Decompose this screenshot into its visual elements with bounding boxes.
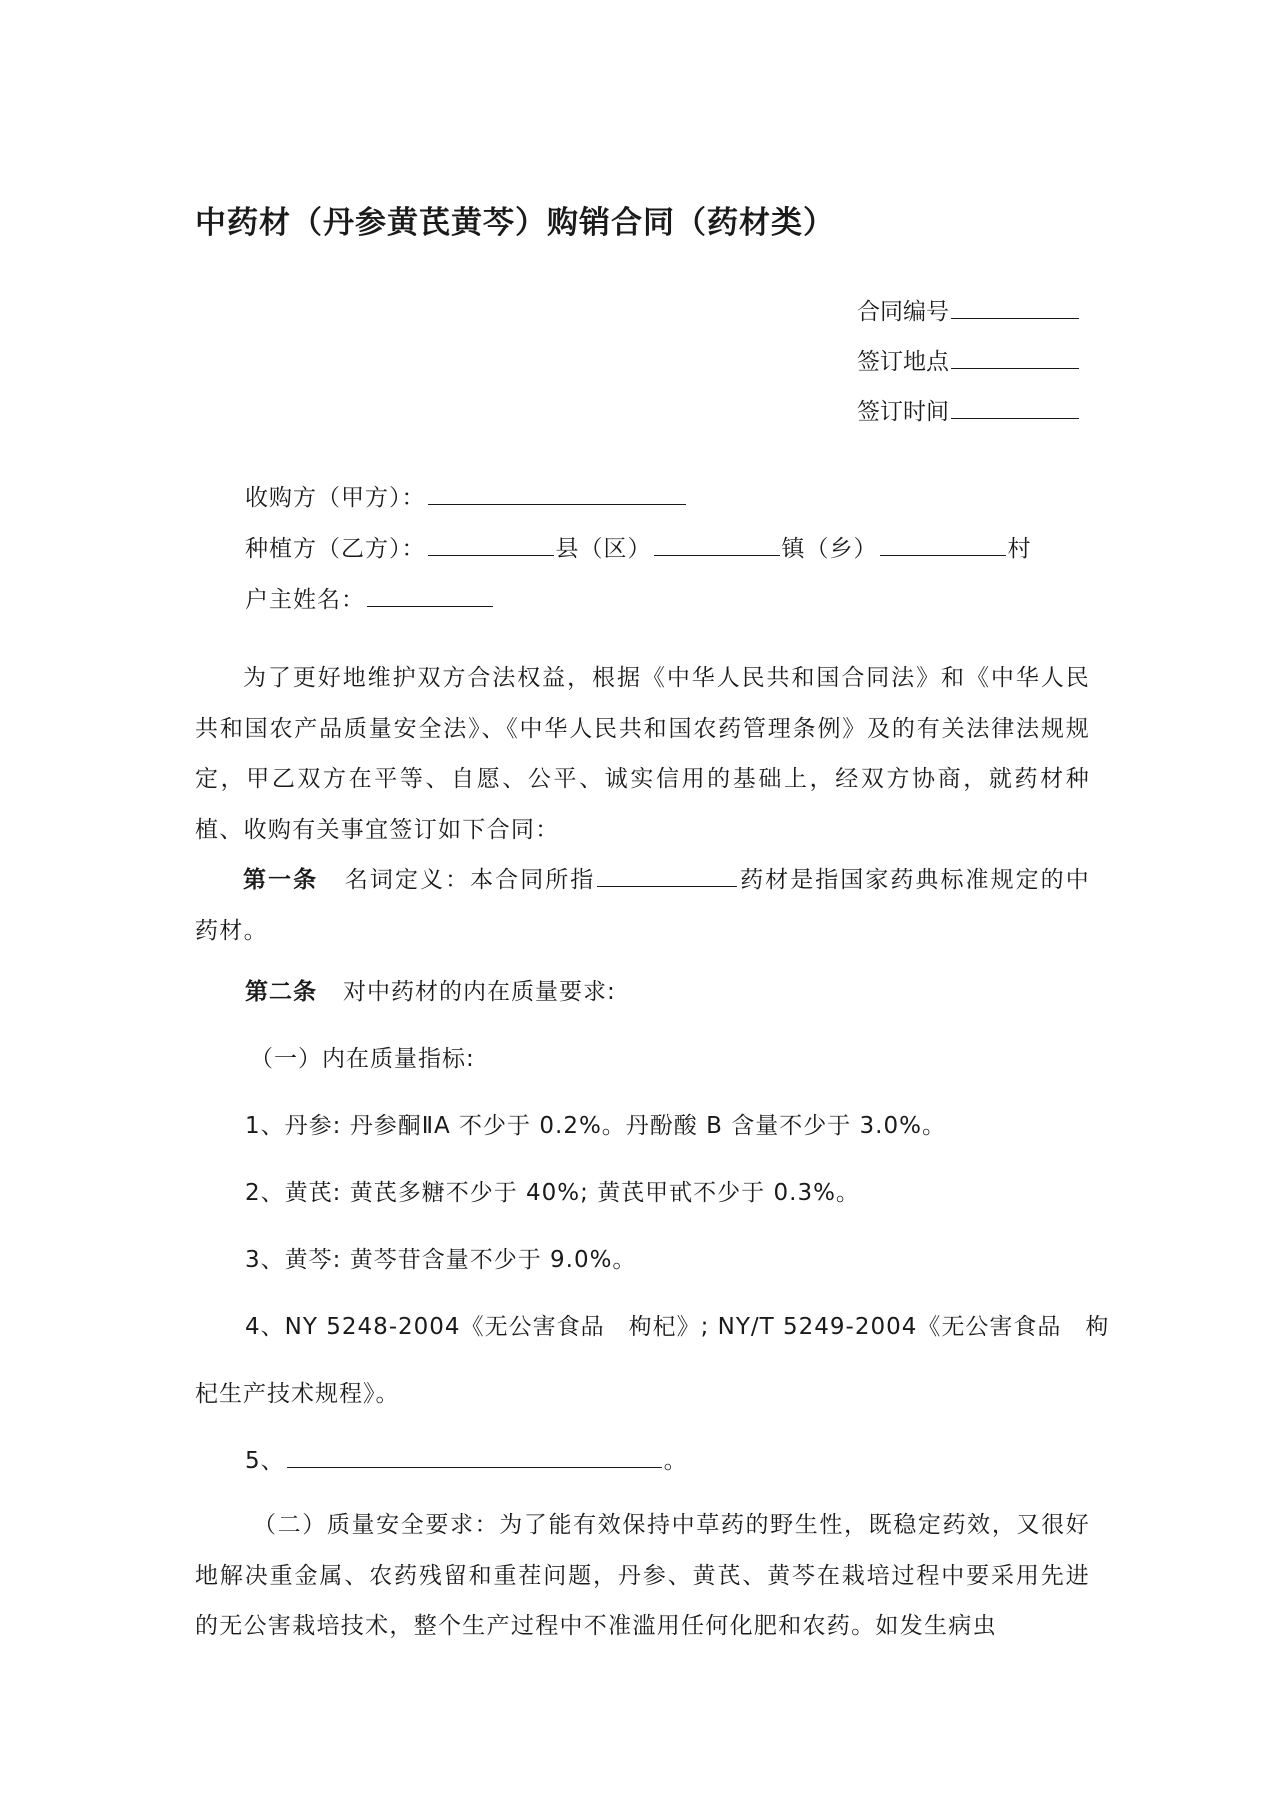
quality-safety-paragraph: （二）质量安全要求：为了能有效保持中草药的野生性，既稳定药效，又很好地解决重金属、农药残留和重茬问题，丹参、黄芪、黄芩在栽培过程中要采用先进的无公害栽培技术，整个生产过程中不准滥用任何化肥和农药。如发生病虫: [195, 1512, 1090, 1639]
page-title: 中药材（丹参黄芪黄芩）购销合同（药材类）: [195, 205, 835, 241]
article-2-heading: 第二条: [245, 979, 317, 1005]
item-5-prefix: 5、: [245, 1448, 285, 1474]
householder-line: [245, 581, 495, 614]
householder-label: 户主姓名：: [245, 587, 365, 613]
contract-number-label: 合同编号: [857, 299, 949, 325]
sign-time-line: [857, 393, 1081, 426]
sign-time-blank[interactable]: [951, 394, 1079, 419]
item-5-suffix: 。: [663, 1448, 688, 1474]
item-3: 3、黄芩: 黄芩苷含量不少于 9.0%。: [245, 1247, 637, 1273]
county-blank[interactable]: [428, 531, 554, 556]
sign-place-blank[interactable]: [951, 344, 1079, 369]
article-1-text-after: 药材是指国家药典标准规定的中药材。: [195, 867, 1091, 944]
article-1-paragraph: [195, 855, 1090, 956]
town-label: 镇（乡）: [781, 536, 878, 562]
contract-number-blank[interactable]: [951, 294, 1079, 319]
article-1-heading: 第一条: [243, 867, 319, 893]
town-blank[interactable]: [654, 531, 780, 556]
article-2-line: [245, 973, 616, 1006]
village-label: 村: [1007, 536, 1032, 562]
item-2: 2、黄芪: 黄芪多糖不少于 40%; 黄芪甲甙不少于 0.3%。: [245, 1180, 860, 1206]
grower-line: [245, 530, 1032, 563]
buyer-blank[interactable]: [428, 480, 686, 505]
sign-time-label: 签订时间: [857, 399, 949, 425]
article-1-text-before: 名词定义：本合同所指: [344, 867, 596, 893]
householder-blank[interactable]: [367, 582, 493, 607]
sign-place-label: 签订地点: [857, 349, 949, 375]
grower-label: 种植方（乙方）：: [245, 536, 426, 562]
quality-index-heading: （一）内在质量指标:: [250, 1046, 475, 1072]
buyer-label: 收购方（甲方）：: [245, 485, 426, 511]
article-1-blank[interactable]: [597, 862, 737, 887]
item-4-line-2: 杞生产技术规程》。: [195, 1381, 400, 1407]
county-label: 县（区）: [555, 536, 652, 562]
village-blank[interactable]: [880, 531, 1006, 556]
item-4-line-1: 4、NY 5248-2004《无公害食品 枸杞》; NY/T 5249-2004《无公害食品 枸: [245, 1314, 1110, 1340]
preamble-paragraph: 为了更好地维护双方合法权益，根据《中华人民共和国合同法》和《中华人民共和国农产品质量安全法》、《中华人民共和国农药管理条例》及的有关法律法规规定，甲乙双方在平等、自愿、公平、诚实信用的基础上，经双方协商，就药材种植、收购有关事宜签订如下合同：: [195, 665, 1090, 843]
item-1: 1、丹参: 丹参酮ⅡA 不少于 0.2%。丹酚酸 B 含量不少于 3.0%。: [245, 1113, 946, 1139]
buyer-line: [245, 479, 688, 512]
article-2-text: 对中药材的内在质量要求:: [343, 979, 616, 1005]
contract-number-line: [857, 293, 1081, 326]
item-5-blank[interactable]: [287, 1443, 662, 1468]
item-5: [245, 1442, 688, 1475]
sign-place-line: [857, 343, 1081, 376]
